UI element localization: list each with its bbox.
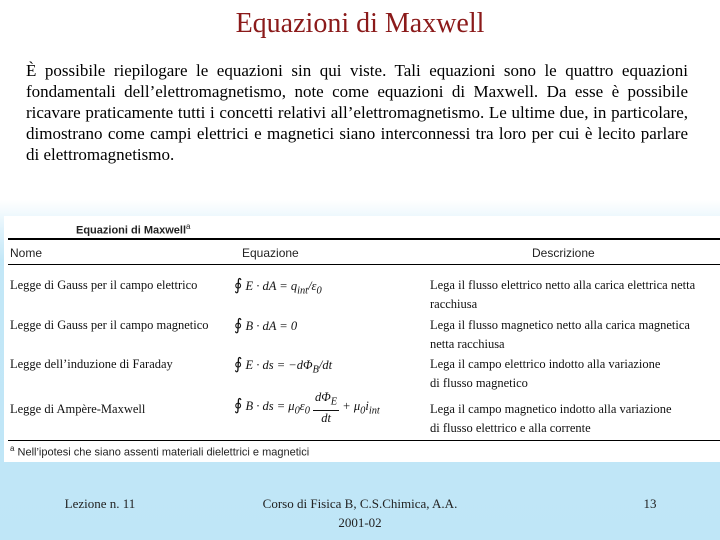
table-bottom-rule bbox=[8, 440, 720, 441]
header-rule bbox=[8, 264, 720, 265]
row-2-name: Legge di Gauss per il campo magnetico bbox=[10, 318, 209, 332]
maxwell-table bbox=[4, 216, 720, 462]
header-description: Descrizione bbox=[532, 246, 595, 260]
flux-derivative-fraction: $\frac{d\Phi_E}{dt}$ bbox=[315, 390, 338, 425]
contour-integral-icon: ∮ bbox=[234, 356, 243, 373]
row-4-description: Lega il campo magnetico indotto alla variazione di flusso elettrico e alla corrente bbox=[430, 402, 672, 435]
table-top-rule bbox=[8, 238, 720, 240]
table-footnote: $^a$ Nell’ipotesi che siano assenti materiali dielettrici e magnetici bbox=[10, 444, 310, 459]
footer-page-number: 13 bbox=[643, 496, 657, 511]
footnote-mark: a bbox=[10, 444, 15, 453]
caption-footnote-mark: a bbox=[186, 222, 191, 231]
contour-integral-icon: ∮ bbox=[234, 277, 243, 294]
row-3-name: Legge dell’induzione di Faraday bbox=[10, 357, 173, 371]
contour-integral-icon: ∮ bbox=[234, 397, 243, 415]
header-name: Nome bbox=[10, 246, 43, 260]
table-caption: Equazioni di Maxwell$^a$ bbox=[76, 222, 191, 237]
row-3-description: Lega il campo elettrico indotto alla variazione di flusso magnetico bbox=[430, 357, 661, 390]
row-1-name: Legge di Gauss per il campo elettrico bbox=[10, 278, 198, 292]
page-title: Equazioni di Maxwell bbox=[235, 8, 485, 39]
row-2-equation: ∮ B · dA = 0 bbox=[234, 317, 298, 334]
row-1-description: Lega il flusso elettrico netto alla carica elettrica netta racchiusa bbox=[430, 278, 696, 311]
header-equation: Equazione bbox=[242, 246, 299, 260]
row-3-equation: ∮ E · ds = $-d\Phi_B/dt$ bbox=[234, 356, 333, 376]
row-2-description: Lega il flusso magnetico netto alla carica magnetica netta racchiusa bbox=[430, 318, 690, 351]
row-1-equation: ∮ E · dA = $q_{int}/\varepsilon_0$ bbox=[234, 277, 322, 297]
row-4-equation: ∮ B · ds = $\mu_0\varepsilon_0$ $\frac{d\Phi_E}{dt}$ + $\mu_0i_{int}$ bbox=[234, 390, 380, 425]
footer-lesson: Lezione n. 11 bbox=[64, 496, 136, 511]
footer-course: Corso di Fisica B, C.S.Chimica, A.A. 2001-02 bbox=[262, 496, 458, 530]
intro-paragraph: È possibile riepilogare le equazioni sin qui viste. Tali equazioni sono le quattro equazioni fondamentali dell’elettromagnetismo, note come equazioni di Maxwell. Da esse è possibile ricavare praticamente tutti i concetti relativi all’elettromagnetismo. Le ultime due, in particolare, dimostrano come campi elettrici e magnetici siano interconnessi tra loro per cui è lecito parlare di elettromagnetismo. bbox=[26, 61, 688, 164]
contour-integral-icon: ∮ bbox=[234, 317, 243, 334]
row-4-name: Legge di Ampère-Maxwell bbox=[10, 402, 146, 416]
